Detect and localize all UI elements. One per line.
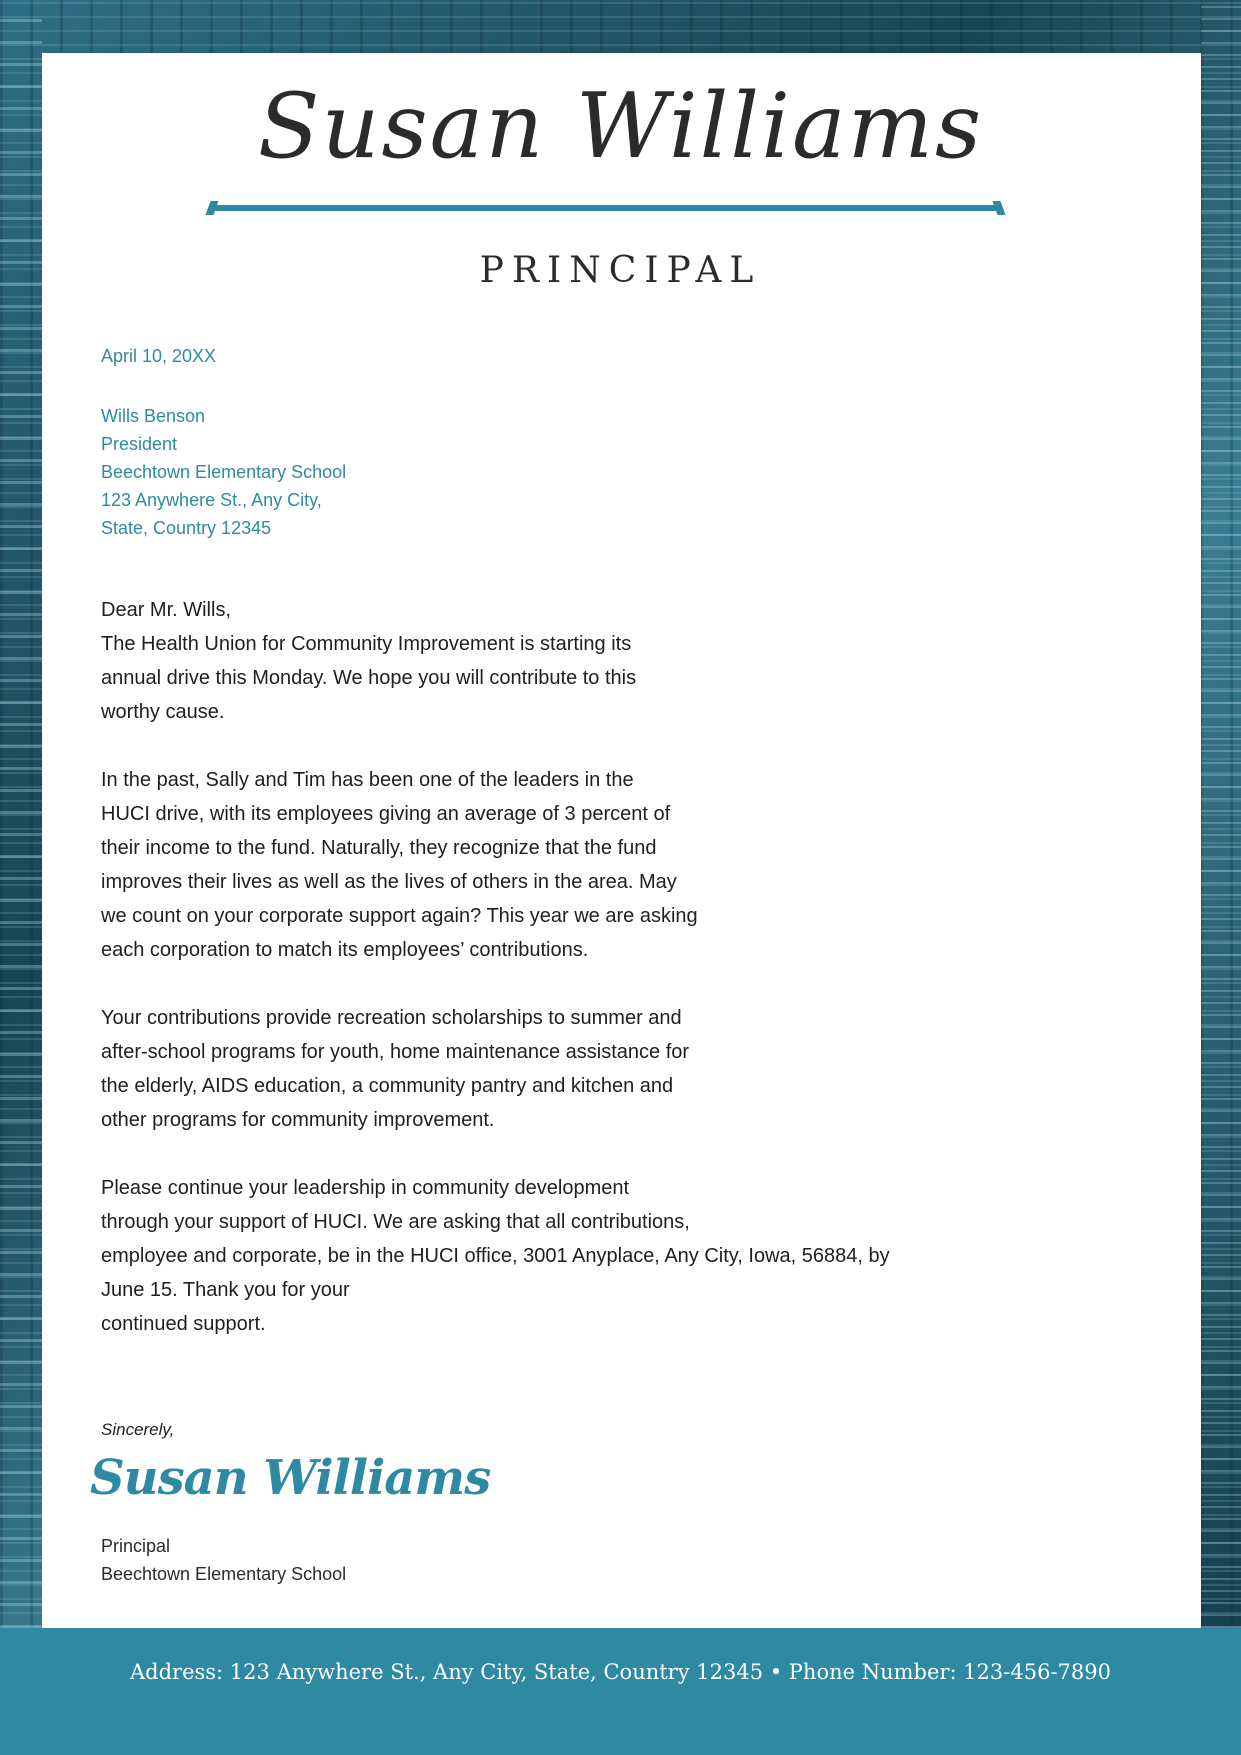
letter-greeting: Dear Mr. Wills, [101,599,231,621]
sender-organization: Beechtown Elementary School [101,1564,347,1584]
body-paragraph-4 [101,1171,1001,1341]
body-line: other programs for community improvement. [101,1109,495,1131]
sender-block [101,1532,346,1588]
letter-closing: Sincerely, [101,1420,175,1439]
header-divider [210,205,1002,211]
footer-contact: Address: 123 Anywhere St., Any City, State, Country 12345 • Phone Number: 123-456-7890 [129,1660,1111,1684]
body-line: annual drive this Monday. We hope you will contribute to this [101,667,637,689]
letter-body [101,593,1001,1341]
body-line: Your contributions provide recreation scholarships to summer and [101,1007,682,1029]
body-paragraph-2 [101,763,1001,967]
body-line: improves their lives as well as the lives of others in the area. May [101,871,677,893]
body-line: we count on your corporate support again? This year we are asking [101,905,698,927]
body-line: June 15. Thank you for your [101,1279,350,1301]
body-line: each corporation to match its employees’ contributions. [101,939,589,961]
header-role: PRINCIPAL [479,250,762,291]
sender-title: Principal [101,1536,171,1556]
body-line: the elderly, AIDS education, a community pantry and kitchen and [101,1075,674,1097]
body-line: Please continue your leadership in community development [101,1177,630,1199]
background-right-strip [1201,0,1241,1628]
background-left-strip [0,0,42,1628]
header-name: Susan Williams [257,74,984,179]
body-line: through your support of HUCI. We are asking that all contributions, [101,1211,690,1233]
recipient-address-line1: 123 Anywhere St., Any City, [101,490,322,510]
body-line: In the past, Sally and Tim has been one of the leaders in the [101,769,634,791]
body-paragraph-1 [101,627,1001,729]
body-line: HUCI drive, with its employees giving an average of 3 percent of [101,803,671,825]
recipient-address-line2: State, Country 12345 [101,518,272,538]
body-line: employee and corporate, be in the HUCI office, 3001 Anyplace, Any City, Iowa, 56884, by [101,1245,890,1267]
recipient-name: Wills Benson [101,406,206,426]
body-line: worthy cause. [101,701,225,723]
footer-bar [0,1628,1241,1755]
recipient-organization: Beechtown Elementary School [101,462,347,482]
body-line: continued support. [101,1313,266,1335]
body-line: their income to the fund. Naturally, they recognize that the fund [101,837,657,859]
recipient-block [101,402,346,542]
handwritten-signature: Susan Williams [90,1450,491,1506]
recipient-title: President [101,434,178,454]
body-paragraph-3 [101,1001,1001,1137]
body-line: after-school programs for youth, home maintenance assistance for [101,1041,690,1063]
letter-date: April 10, 20XX [101,346,217,366]
body-line: The Health Union for Community Improvement is starting its [101,633,632,655]
